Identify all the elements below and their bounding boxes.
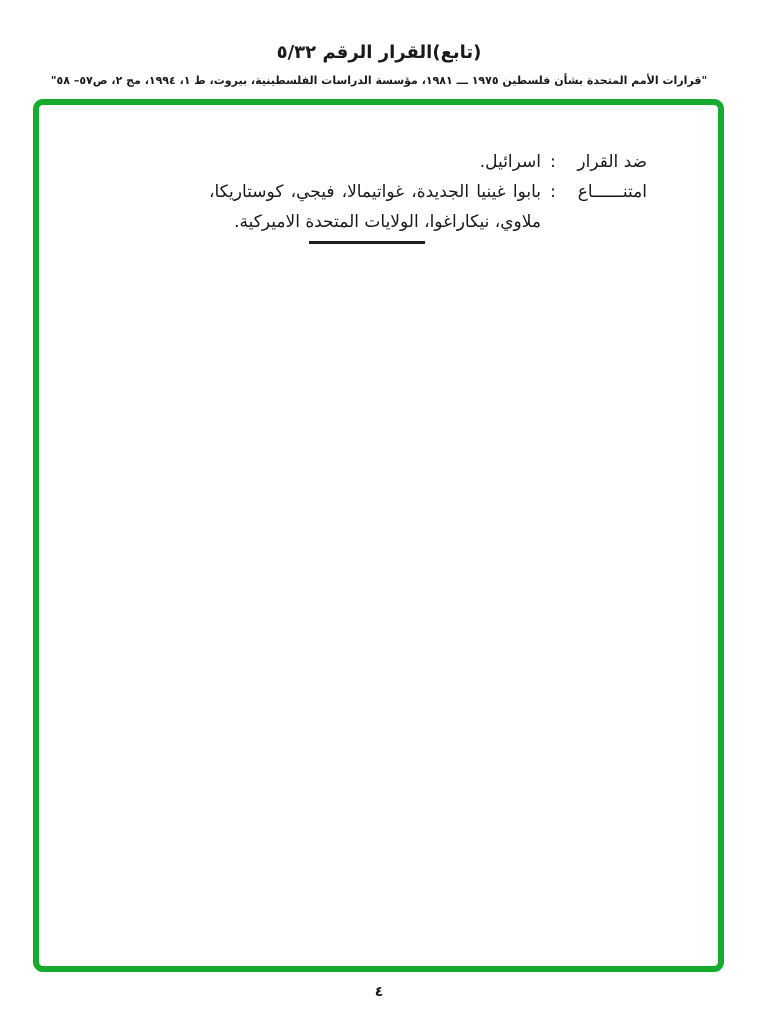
vote-record-block [177, 147, 647, 237]
vote-row-against [177, 147, 647, 177]
citation-line: "قرارات الأمم المتحدة بشأن فلسطين ١٩٧٥ ـــ ١٩٨١، مؤسسة الدراسات الفلسطينية، بيروت، ط ١، ١٩٩٤، مج ٢، ص٥٧– ٥٨" [50, 74, 708, 87]
page-number: ٤ [374, 984, 384, 1000]
colon-separator: : [550, 182, 556, 202]
content-frame [33, 99, 724, 972]
resolution-title: (تابع)القرار الرقم ٥/٣٢ [276, 42, 482, 63]
vote-against-label: ضد القرار [577, 152, 647, 172]
vote-against-value: اسرائيل. [479, 152, 541, 172]
colon-separator: : [550, 152, 556, 172]
vote-abstain-label: امتنــــــاع [577, 182, 647, 202]
vote-abstain-value: بابوا غينيا الجديدة، غواتيمالا، فيجي، كوستاريكا، ملاوي، نيكاراغوا، الولايات المتحدة الاميركية. [209, 182, 541, 232]
footnote-rule [309, 241, 425, 244]
vote-row-abstain [177, 177, 647, 237]
